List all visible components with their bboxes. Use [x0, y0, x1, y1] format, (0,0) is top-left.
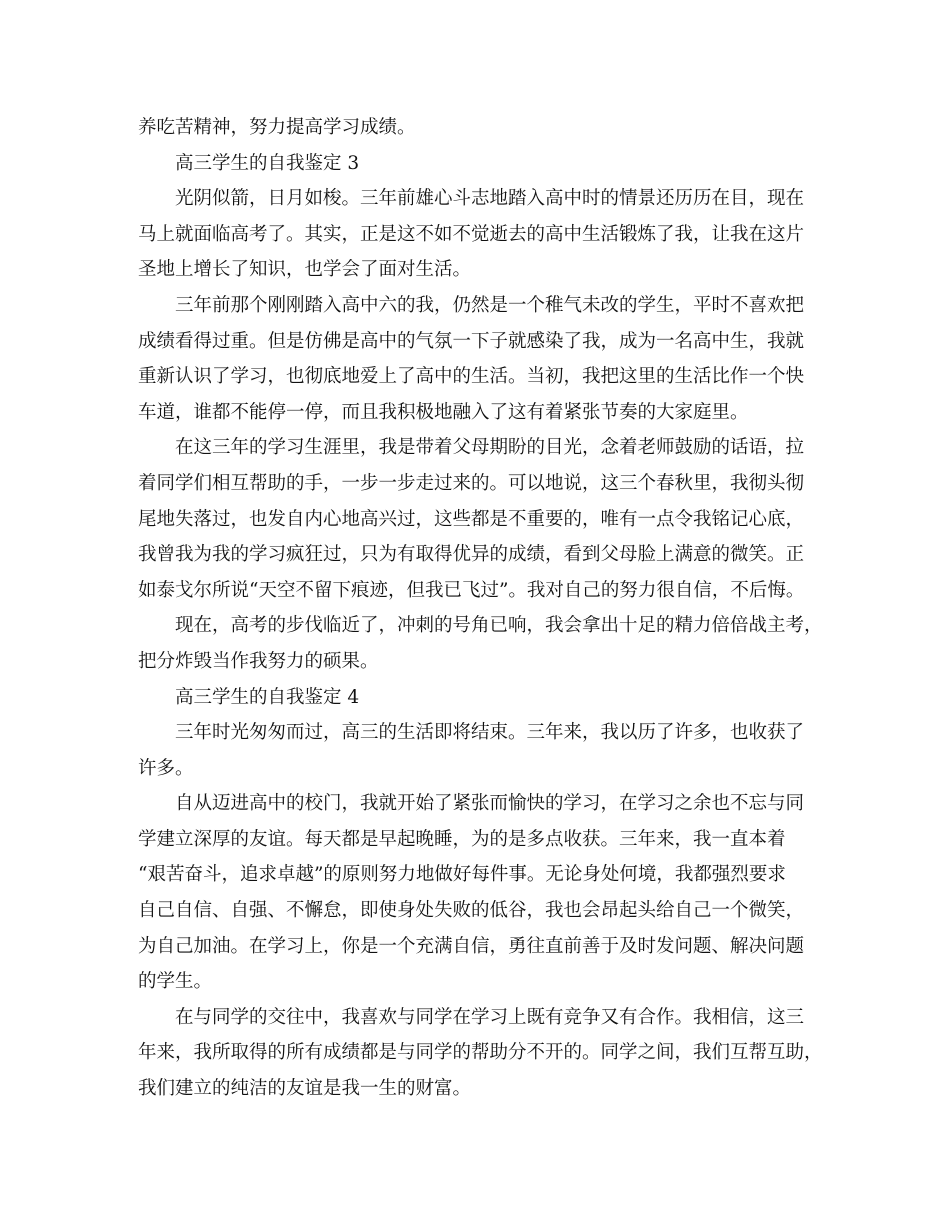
text-line: 的学生。	[138, 971, 213, 993]
text-line: 马上就面临高考了。其实，正是这不如不觉逝去的高中生活锻炼了我，让我在这片	[138, 223, 805, 245]
text-line: 如泰戈尔所说“天空不留下痕迹，但我已飞过”。我对自己的努力很自信，不后悔。	[138, 579, 805, 601]
paragraph-first-line: 现在，高考的步伐临近了，冲刺的号角已响，我会拿出十足的精力倍倍战主考，	[175, 615, 823, 637]
section-heading: 高三学生的自我鉴定 4	[175, 686, 360, 708]
text-line: 许多。	[138, 757, 194, 779]
text-line: 年来，我所取得的所有成绩都是与同学的帮助分不开的。同学之间，我们互帮互助，	[138, 1042, 823, 1064]
text-line: 重新认识了学习，也彻底地爱上了高中的生活。当初，我把这里的生活比作一个快	[138, 366, 805, 388]
text-line: 为自己加油。在学习上，你是一个充满自信，勇往直前善于及时发问题、解决问题	[138, 935, 805, 957]
text-line: 成绩看得过重。但是仿佛是高中的气氛一下子就感染了我，成为一名高中生，我就	[138, 330, 805, 352]
text-line: 车道，谁都不能停一停，而且我积极地融入了这有着紧张节奏的大家庭里。	[138, 401, 749, 423]
paragraph-first-line: 自从迈进高中的校门，我就开始了紧张而愉快的学习，在学习之余也不忘与同	[175, 793, 805, 815]
paragraph-first-line: 光阴似箭，日月如梭。三年前雄心斗志地踏入高中时的情景还历历在目，现在	[175, 188, 805, 210]
paragraph-first-line: 三年前那个刚刚踏入高中六的我，仍然是一个稚气未改的学生，平时不喜欢把	[175, 294, 805, 316]
text-line: 学建立深厚的友谊。每天都是早起晚睡，为的是多点收获。三年来，我一直本着	[138, 828, 786, 850]
paragraph-first-line: 在这三年的学习生涯里，我是带着父母期盼的目光，念着老师鼓励的话语，拉	[175, 437, 805, 459]
text-line: 尾地失落过，也发自内心地高兴过，这些都是不重要的，唯有一点令我铭记心底，	[138, 508, 805, 530]
text-line: “艰苦奋斗，追求卓越”的原则努力地做好每件事。无论身处何境，我都强烈要求	[138, 864, 786, 886]
paragraph-first-line: 三年时光匆匆而过，高三的生活即将结束。三年来，我以历了许多，也收获了	[175, 722, 805, 744]
text-line: 圣地上增长了知识，也学会了面对生活。	[138, 259, 472, 281]
text-line: 养吃苦精神，努力提高学习成绩。	[138, 117, 416, 138]
text-line: 我曾我为我的学习疯狂过，只为有取得优异的成绩，看到父母脸上满意的微笑。正	[138, 544, 805, 566]
document-body	[138, 110, 828, 1107]
section-heading: 高三学生的自我鉴定 3	[175, 152, 360, 174]
text-line: 自己自信、自强、不懈怠，即使身处失败的低谷，我也会昂起头给自己一个微笑，	[138, 900, 805, 922]
text-line: 着同学们相互帮助的手，一步一步走过来的。可以地说，这三个春秋里，我彻头彻	[138, 472, 805, 494]
paragraph-first-line: 在与同学的交往中，我喜欢与同学在学习上既有竞争又有合作。我相信，这三	[175, 1006, 805, 1028]
text-line: 把分炸毁当作我努力的硕果。	[138, 650, 379, 672]
text-line: 我们建立的纯洁的友谊是我一生的财富。	[138, 1078, 472, 1100]
